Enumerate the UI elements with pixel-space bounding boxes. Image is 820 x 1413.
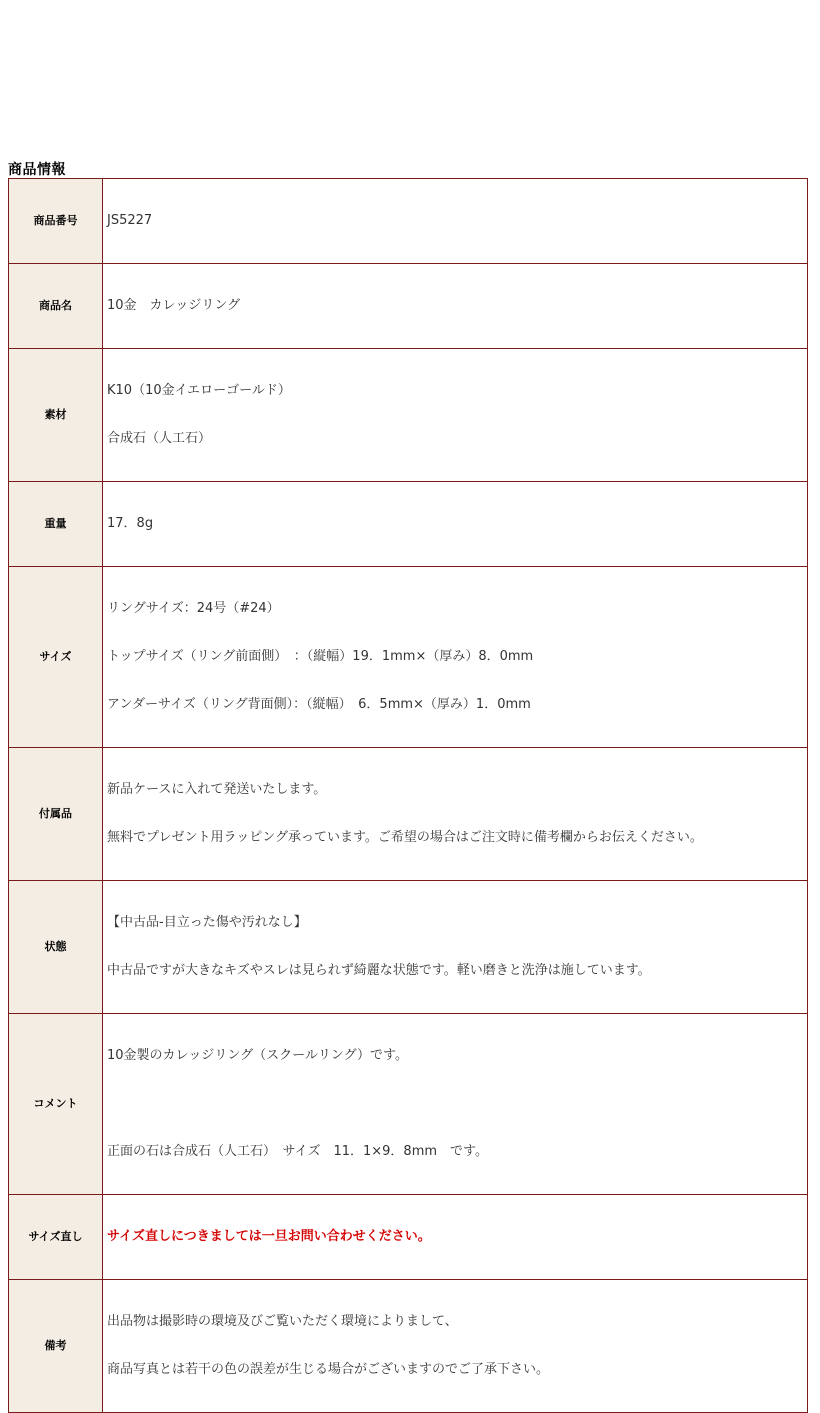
row-size — [9, 567, 808, 748]
value-line: 17．8g — [107, 516, 154, 531]
value-line: アンダーサイズ（リング背面側）：（縦幅） 6．5mm×（厚み）1．0mm — [107, 697, 531, 712]
value-material — [103, 349, 808, 482]
label-weight: 重量 — [9, 482, 103, 567]
row-product-number — [9, 179, 808, 264]
value-line: 合成石（人工石） — [107, 431, 212, 446]
value-line: 出品物は撮影時の環境及びご覧いただく環境によりまして、 — [107, 1314, 458, 1329]
value-line: 無料でプレゼント用ラッピング承っています。ご希望の場合はご注文時に備考欄からお伝えください。 — [107, 830, 703, 845]
value-line: 10金 カレッジリング — [107, 298, 241, 313]
value-line: トップサイズ（リング前面側） ：（縦幅）19．1mm×（厚み）8．0mm — [107, 649, 534, 664]
value-size-adjustment — [103, 1195, 808, 1280]
value-line: 新品ケースに入れて発送いたします。 — [107, 782, 327, 797]
label-condition: 状態 — [9, 881, 103, 1014]
value-product-number — [103, 179, 808, 264]
value-notes — [103, 1280, 808, 1413]
value-size — [103, 567, 808, 748]
row-material — [9, 349, 808, 482]
value-line: K10（10金イエローゴールド） — [107, 383, 291, 398]
value-condition — [103, 881, 808, 1014]
row-notes — [9, 1280, 808, 1413]
row-condition — [9, 881, 808, 1014]
label-size: サイズ — [9, 567, 103, 748]
row-product-name — [9, 264, 808, 349]
page-title: 商品情報 — [8, 162, 66, 178]
value-line: 商品写真とは若干の色の誤差が生じる場合がございますのでご了承下さい。 — [107, 1362, 550, 1377]
row-comment — [9, 1014, 808, 1195]
value-comment — [103, 1014, 808, 1195]
value-product-name — [103, 264, 808, 349]
value-line: JS5227 — [107, 213, 153, 228]
value-line — [107, 1096, 801, 1112]
value-line: 【中古品-目立った傷や汚れなし】 — [107, 915, 307, 930]
label-product-number: 商品番号 — [9, 179, 103, 264]
value-weight — [103, 482, 808, 567]
label-size-adjustment: サイズ直し — [9, 1195, 103, 1280]
value-line: 中古品ですが大きなキズやスレは見られず綺麗な状態です。軽い磨きと洗浄は施しています。 — [107, 963, 651, 978]
label-comment: コメント — [9, 1014, 103, 1195]
label-notes: 備考 — [9, 1280, 103, 1413]
product-info-table — [8, 178, 808, 1413]
row-weight — [9, 482, 808, 567]
value-line: 正面の石は合成石（人工石） サイズ 11．1×9．8mm です。 — [107, 1144, 488, 1159]
label-product-name: 商品名 — [9, 264, 103, 349]
value-line: リングサイズ：24号（#24） — [107, 601, 280, 616]
row-size-adjustment — [9, 1195, 808, 1280]
label-accessories: 付属品 — [9, 748, 103, 881]
value-line: 10金製のカレッジリング（スクールリング）です。 — [107, 1048, 408, 1063]
row-accessories — [9, 748, 808, 881]
value-accessories — [103, 748, 808, 881]
label-material: 素材 — [9, 349, 103, 482]
value-line: サイズ直しにつきましては一旦お問い合わせください。 — [107, 1229, 431, 1244]
